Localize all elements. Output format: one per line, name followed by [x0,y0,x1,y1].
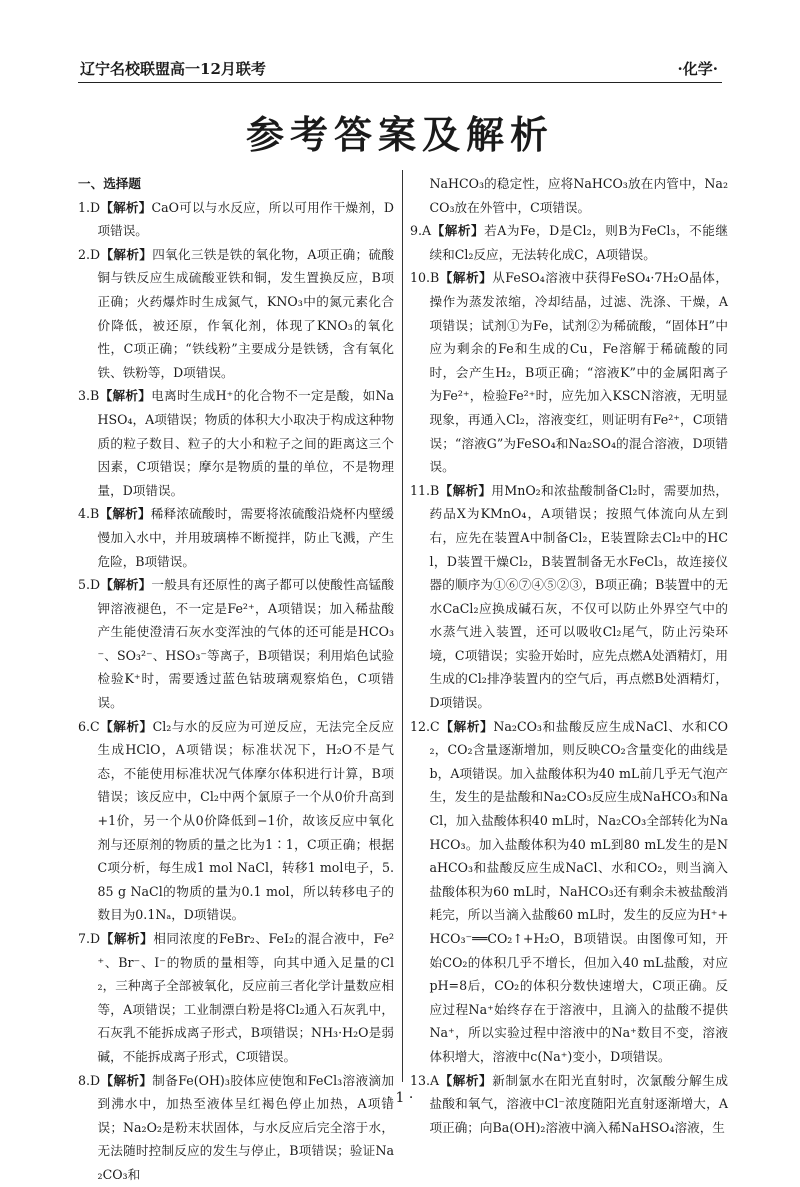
section-title: 一、选择题 [78,176,141,191]
answer-number: 10.B [410,270,440,286]
column-divider [402,170,403,1082]
answer-number: 4.B [78,506,100,522]
analysis-tag: 【解析】 [439,1072,493,1088]
answer-text: 电离时生成H⁺的化合物不一定是酸，如NaHSO₄，A项错误；物质的体积大小取决于构成这种物质的粒子数目、粒子的大小和粒子之间的距离这三个因素，C项错误；摩尔是物质的量的单位，不是物理量，D项错误。 [97,388,395,498]
left-answer-list [78,196,394,1187]
analysis-tag: 【解析】 [439,270,493,286]
answer-text: 四氧化三铁是铁的氧化物，A项正确；硫酸铜与铁反应生成硫酸亚铁和铜，发生置换反应，B项正确；火药爆炸时生成氮气，KNO₃中的氮元素化合价降低，被还原，作氧化剂，体现了KNO₃的氧化性，C项正确；“铁线粉”主要成分是铁锈，含有氧化铁、铁粉等，D项错误。 [97,246,394,380]
answer-text: Na₂CO₃和盐酸反应生成NaCl、水和CO₂，CO₂含量逐渐增加，则反映CO₂含量变化的曲线是b，A项错误。加入盐酸体积为40 mL前几乎无气泡产生，发生的是盐酸和Na₂CO₃反应生成NaHCO₃和NaCl，加入盐酸体积40 mL时，Na₂CO₃全部转化为NaHCO₃。加入盐酸体积为40 mL到80 mL发生的是NaHCO₃和盐酸反应生成NaCl、水和CO₂，则当滴入盐酸体积为60 mL时，NaHCO₃还有剩余未被盐酸消耗完，所以当滴入盐酸60 mL时，发生的反应为H⁺+HCO₃⁻══CO₂↑+H₂O，B项错误。由图像可知，开始CO₂的体积几乎不增长，但加入40 mL盐酸，对应pH=8后，CO₂的体积分数快速增大，C项正确。反应过程Na⁺始终存在于溶液中，且滴入的盐酸不提供Na⁺，所以实验过程中溶液中的Na⁺数目不变，溶液体积增大，溶液中c(Na⁺)变小，D项错误。 [429,718,729,1064]
answer-item [78,196,394,243]
analysis-tag: 【解析】 [100,199,152,215]
right-answer-list [410,219,728,1139]
analysis-tag: 【解析】 [99,506,151,522]
analysis-tag: 【解析】 [439,718,494,734]
analysis-tag: 【解析】 [100,931,154,946]
right-column [410,172,728,1139]
answer-number: 12.C [410,718,440,734]
answer-item [78,243,394,385]
answer-number: 11.B [410,482,440,498]
answer-item [78,715,394,927]
answer-item [410,715,728,1069]
answer-number: 2.D [78,246,101,262]
answer-text: 相同浓度的FeBr₂、FeI₂的混合液中，Fe²⁺、Br⁻、I⁻的物质的量相等，向其中通入足量的Cl₂，三种离子全部被氧化，反应前三者化学计量数应相等，A项错误；工业制漂白粉是将Cl₂通入石灰乳中，石灰乳不能拆成离子形式，B项错误；NH₃·H₂O是弱碱，不能拆成离子形式，C项错误。 [97,931,395,1064]
answer-text: 制备Fe(OH)₃胶体应使饱和FeCl₃溶液滴加到沸水中，加热至液体呈红褐色停止加热，A项错误；Na₂O₂是粉末状固体，与水反应后完全溶于水，无法随时控制反应的发生与停止，B项错误；验证Na₂CO₃和 [97,1072,394,1182]
answer-item [78,384,394,502]
page-title: 参考答案及解析 [245,113,554,157]
answer-text: CaO可以与水反应，所以可用作干燥剂，D项错误。 [97,199,394,239]
answer-text: 稀释浓硫酸时，需要将浓硫酸沿烧杯内壁缓慢加入水中，并用玻璃棒不断搅拌，防止飞溅，产生危险，B项错误。 [97,506,395,569]
analysis-tag: 【解析】 [439,482,492,498]
answer-text: 新制氯水在阳光直射时，次氯酸分解生成盐酸和氧气，溶液中Cl⁻浓度随阳光直射逐渐增大，A项正确；向Ba(OH)₂溶液中滴入稀NaHSO₄溶液，生 [429,1072,729,1135]
answer-text: Cl₂与水的反应为可逆反应，无法完全反应生成HClO，A项错误；标准状况下，H₂O不是气态，不能使用标准状况气体摩尔体积进行计算，B项错误；该反应中，Cl₂中两个氯原子一个从0价升高到+1价，另一个从0价降低到−1价，故该反应中氧化剂与还原剂的物质的量之比为1∶1，C项正确；根据C项分析，每生成1 mol NaCl，转移1 mol电子，5.85 g NaCl的物质的量为0.1 mol，所以转移电子的数目为0.1Nₐ，D项错误。 [97,718,395,923]
answer-item [78,927,394,1069]
answer-text: 用MnO₂和浓盐酸制备Cl₂时，需要加热，药品X为KMnO₄，A项错误；按照气体流向从左到右，应先在装置A中制备Cl₂，E装置除去Cl₂中的HCl，D装置干燥Cl₂，B装置制备无水FeCl₃，故连接仪器的顺序为①⑥⑦④⑤②③，B项正确；B装置中的无水CaCl₂应换成碱石灰，不仅可以防止外界空气中的水蒸气进入装置，还可以吸收Cl₂尾气，防止污染环境，C项错误；实验开始时，应先点燃A处酒精灯，用生成的Cl₂排净装置内的空气后，再点燃B处酒精灯，D项错误。 [429,482,729,711]
answer-text: 一般具有还原性的离子都可以使酸性高锰酸钾溶液褪色，不一定是Fe²⁺，A项错误；加入稀盐酸产生能使澄清石灰水变浑浊的气体的还可能是HCO₃⁻、SO₃²⁻、HSO₃⁻等离子，B项错误；利用焰色试验检验K⁺时，需要透过蓝色钴玻璃观察焰色，C项错误。 [97,577,395,711]
analysis-tag: 【解析】 [100,577,152,593]
answer-number: 7.D [78,931,101,946]
analysis-tag: 【解析】 [100,1072,153,1088]
answer-text: 从FeSO₄溶液中获得FeSO₄·7H₂O晶体，操作为蒸发浓缩，冷却结晶，过滤、洗涤、干燥，A项错误；试剂①为Fe，试剂②为稀硫酸，“固体H”中应为剩余的Fe和生成的Cu，Fe溶解于稀硫酸的同时，会产生H₂，B项正确；“溶液K”中的金属阳离子为Fe²⁺，检验Fe²⁺时，应先加入KSCN溶液，无明显现象，再通入Cl₂，溶液变红，则证明有Fe²⁺，C项错误；“溶液G”为FeSO₄和Na₂SO₄的混合溶液，D项错误。 [429,270,728,475]
answer-item [410,266,728,478]
answer-item [410,479,728,715]
answer-number: 1.D [78,199,101,215]
answer-number: 3.B [78,388,100,404]
analysis-tag: 【解析】 [99,718,153,734]
answer-number: 9.A [410,223,432,239]
answer-text: 若A为Fe，D是Cl₂，则B为FeCl₃，不能继续和Cl₂反应，无法转化成C，A项错误。 [429,223,728,262]
analysis-tag: 【解析】 [99,388,152,404]
header-exam-name: 辽宁名校联盟高一12月联考 [80,60,266,78]
analysis-tag: 【解析】 [431,223,485,239]
page-number: · 1 · [386,1090,414,1106]
answer-item [78,502,394,573]
answer-number: 5.D [78,577,101,593]
answer-item [78,1069,394,1187]
answer-continuation: NaHCO₃的稳定性，应将NaHCO₃放在内管中，Na₂CO₃放在外管中，C项错误。 [429,176,728,215]
answer-number: 6.C [78,718,100,734]
header-subject: ·化学· [677,60,718,78]
answer-number: 13.A [410,1072,440,1088]
header-rule [78,82,722,83]
analysis-tag: 【解析】 [100,246,153,262]
answer-number: 8.D [78,1072,101,1088]
answer-item [410,219,728,266]
left-column [78,172,394,1187]
answer-item [78,573,394,715]
